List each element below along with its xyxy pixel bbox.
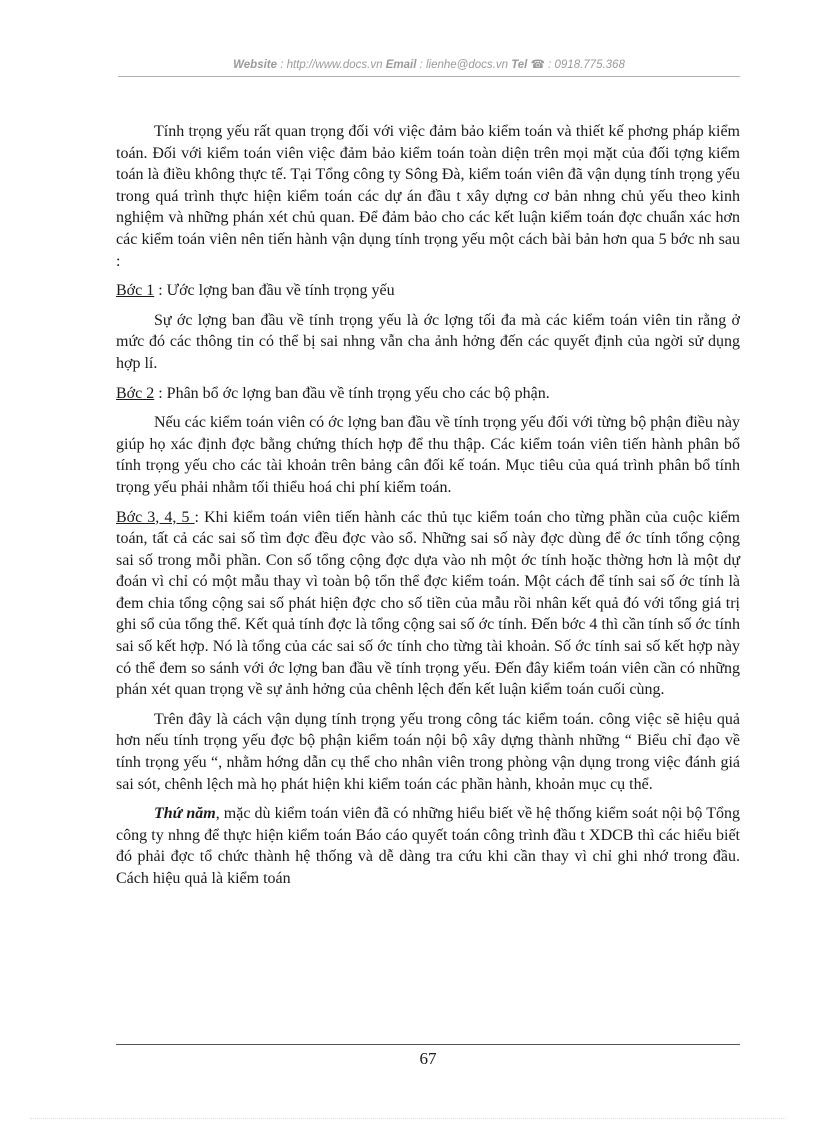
paragraph-5-text: , mặc dù kiểm toán viên đã có những hiểu biết về hệ thống kiểm soát nội bộ Tổng công ty nhng để thực hiện kiểm toán Báo cáo quyết toán công trình đầu t XDCB thì các hiểu biết đó phải đợc tổ chức thành hệ thống và dễ dàng tra cứu khi cần thay vì chỉ ghi nhớ trong đầu. Cách hiệu quả là kiểm toán (116, 805, 740, 887)
page-number: 67 (419, 1049, 437, 1068)
step-2-heading (116, 383, 740, 405)
email-label: Email (385, 59, 417, 71)
paragraph-4: Trên đây là cách vận dụng tính trọng yếu trong công tác kiểm toán. công việc sẽ hiệu quả hơn nếu tính trọng yếu đợc bộ phận kiểm toán nội bộ xây dựng thành những “ Biểu chỉ đạo về tính trọng yếu “, nhằm hớng dẫn cụ thể cho nhân viên trong phòng vận dụng trong việc đánh giá sai sót, chênh lệch mà họ phát hiện khi kiểm toán các phần hành, khoản mục cụ thể. (116, 710, 740, 793)
header-divider (118, 76, 740, 77)
step-345-label: Bớc 3, 4, 5 (116, 508, 195, 526)
website-label: Website (233, 59, 278, 71)
page-header (118, 57, 740, 71)
bottom-dotted-border (30, 1118, 786, 1119)
paragraph-5 (116, 803, 740, 889)
paragraph-2: Sự ớc lợng ban đầu về tính trọng yếu là ớc lợng tối đa mà các kiểm toán viên tin rằng ở mức đó các thông tin có thể bị sai nhng vẫn cha ảnh hởng đến các quyết định của ngời sử dụng hợp lí. (116, 311, 740, 372)
step-1-text: : Ước lợng ban đầu về tính trọng yếu (154, 282, 395, 300)
email-value: : lienhe@docs.vn (419, 59, 508, 71)
step-2-label: Bớc 2 (116, 384, 155, 402)
footer-divider (116, 1044, 740, 1045)
paragraph-3: Nếu các kiểm toán viên có ớc lợng ban đầu về tính trọng yếu đối với từng bộ phận điều này giúp họ xác định đợc bằng chứng thích hợp để thu thập. Các kiểm toán viên tiến hành phân bổ tính trọng yếu cho các tài khoản trên bảng cân đối kế toán. Mục tiêu của quá trình phân bổ tính trọng yếu phải nhằm tối thiểu hoá chi phí kiểm toán. (116, 414, 740, 496)
step-1-heading (116, 280, 740, 302)
tel-label: Tel (511, 59, 528, 71)
tel-value: ☎ : 0918.775.368 (530, 59, 625, 71)
paragraph-5-lead: Thứ năm (154, 805, 216, 823)
paragraph-1: Tính trọng yếu rất quan trọng đối với việc đảm bảo kiểm toán và thiết kế phơng pháp kiểm toán. Đối với kiểm toán viên việc đảm bảo kiểm toán toàn diện trên mọi mặt của đối tợng kiểm toán là điều không thực tế. Tại Tổng công ty Sông Đà, kiểm toán viên đã vận dụng tính trọng yếu trong quá trình thực hiện kiểm toán các dự án đầu t xây dựng cơ bản nhng chủ yếu theo kinh nghiệm và những phán xét chủ quan. Để đảm bảo cho các kết luận kiểm toán đợc chuẩn xác hơn các kiểm toán viên nên tiến hành vận dụng tính trọng yếu một cách bài bản hơn qua 5 bớc nh sau : (116, 123, 740, 270)
document-body (116, 121, 740, 898)
step-345-paragraph (116, 507, 740, 701)
website-value: : http://www.docs.vn (280, 59, 383, 71)
step-345-text: : Khi kiểm toán viên tiến hành các thủ tục kiểm toán cho từng phần của cuộc kiểm toán, tất cả các sai số tìm đợc đều đợc vào sổ. Những sai số này đợc dùng để ớc tính tổng cộng sai số trong mỗi phần. Con số tổng cộng đợc dựa vào nh một ớc tính hoặc thờng hơn là một dự đoán vì chỉ có một mẫu thay vì toàn bộ tổn thể đợc kiểm toán. Một cách để tính sai số ớc tính là đem chia tổng cộng sai số phát hiện đợc cho số tiền của mẫu rồi nhân kết quả đó với tổng giá trị ghi sổ của tổng thể. Kết quả tính đợc là tổng cộng sai số ớc tính. Đến bớc 4 thì cần tính số ớc tính sai số kết hợp. Nó là tổng của các sai số ớc tính cho từng tài khoản. Số ớc tính sai số kết hợp này có thể đem so sánh với ớc lợng ban đầu về tính trọng yếu. Đến đây kiểm toán viên cần có những phán xét quan trọng về sự ảnh hởng của chênh lệch đến kết luận kiểm toán cuối cùng. (116, 508, 741, 699)
step-1-label: Bớc 1 (116, 282, 155, 300)
step-2-text: : Phân bổ ớc lợng ban đầu về tính trọng yếu cho các bộ phận. (154, 384, 550, 402)
